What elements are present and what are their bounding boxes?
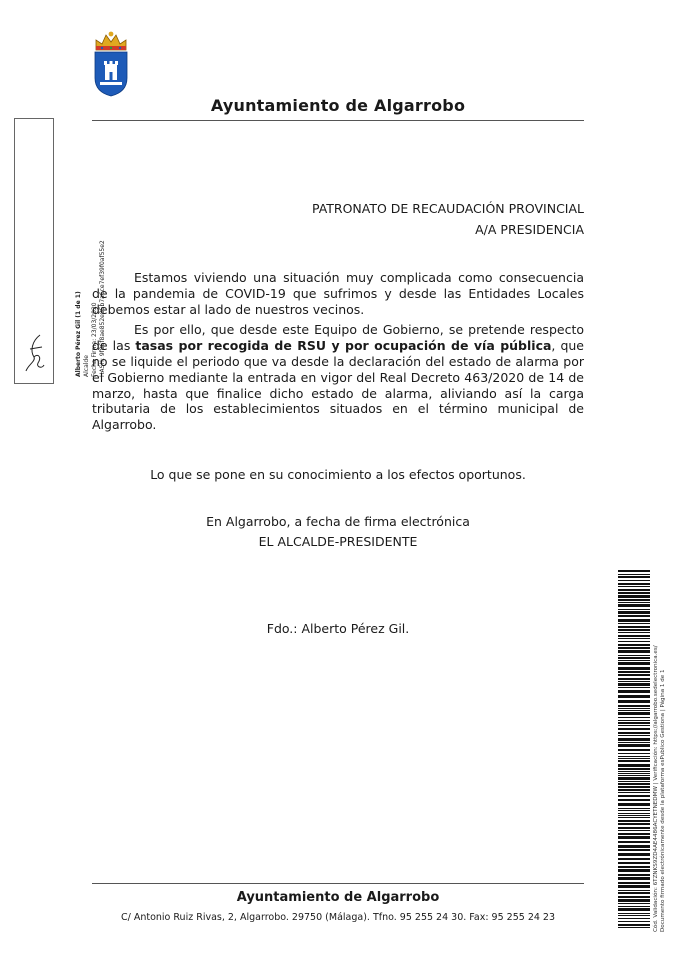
signature-line: Fdo.: Alberto Pérez Gil. (266, 621, 410, 636)
barcode-bar (618, 657, 650, 659)
barcode-bar (618, 853, 650, 856)
footer-org-name: Ayuntamiento de Algarrobo (236, 890, 440, 905)
barcode-bar (618, 927, 650, 928)
barcode-bar (618, 602, 650, 603)
barcode-bar (618, 655, 650, 656)
barcode-bar (618, 827, 650, 829)
barcode-bar (618, 644, 650, 646)
closing-line: Lo que se pone en su conocimiento a los efectos oportunos. (150, 467, 526, 482)
signer-title: EL ALCALDE-PRESIDENTE (258, 534, 418, 549)
barcode-bar (618, 604, 650, 607)
verification-line-1: Cód. Validación: 6TZNKS9ZD4AE4486ACYETNEDMW | Verificación: https://algarrobo.sedelectronica.es/ (653, 645, 659, 932)
barcode-bar (618, 845, 650, 848)
barcode-bar (618, 913, 650, 914)
body-paragraph-2-start: Es por ello, que desde este Equipo de Gobierno, se pretende respecto de las (92, 322, 584, 354)
barcode-bar (618, 773, 650, 774)
barcode-bar (618, 683, 650, 686)
barcode-bar (618, 728, 650, 730)
barcode-bar (618, 592, 650, 594)
barcode-bar (618, 877, 650, 880)
body-paragraph-2-emphasis: tasas por recogida de RSU y por ocupación de vía pública (135, 338, 552, 354)
barcode-bar (618, 899, 650, 902)
barcode-bar (618, 738, 650, 741)
barcode-bar (618, 795, 650, 797)
signature-date: Fecha Firma: 23/03/2020 (91, 302, 98, 377)
barcode-bar (618, 732, 650, 734)
barcode-bar (618, 635, 650, 637)
barcode-bar (618, 611, 650, 614)
barcode-bar (618, 599, 650, 601)
barcode-bar (618, 758, 650, 759)
barcode-bar (618, 817, 650, 818)
barcode-bar (618, 619, 650, 622)
barcode-bar (618, 671, 650, 673)
barcode-bar (618, 720, 650, 721)
barcode-bar (618, 744, 650, 747)
barcode-bar (618, 629, 650, 631)
barcode-bar (618, 890, 650, 891)
barcode-bar (618, 580, 650, 581)
barcode-bar (618, 924, 650, 926)
handwritten-signature-icon (20, 331, 50, 375)
barcode-bar (618, 768, 650, 770)
footer-address: C/ Antonio Ruiz Rivas, 2, Algarrobo. 29750 (Málaga). Tfno. 95 255 24 30. Fax: 95 255 24 23 (120, 912, 556, 923)
barcode-bar (618, 830, 650, 831)
barcode-bar (618, 786, 650, 788)
barcode-bar (618, 823, 650, 825)
barcode-bar (618, 638, 650, 639)
barcode-bar (618, 570, 650, 572)
barcode-bar (618, 742, 650, 743)
coat-of-arms-logo (92, 30, 130, 98)
barcode-bar (618, 586, 650, 587)
barcode-bar (618, 623, 650, 624)
barcode-bar (618, 725, 650, 726)
barcode-bar (618, 777, 650, 780)
barcode-bar (618, 918, 650, 919)
barcode-bar (618, 700, 650, 703)
barcode-bar (618, 660, 650, 661)
place-date: En Algarrobo, a fecha de firma electrónica (206, 514, 470, 529)
place-date-block (92, 512, 584, 552)
barcode-bar (618, 841, 650, 843)
barcode-bar (618, 820, 650, 822)
barcode-bar (618, 906, 650, 907)
barcode-bar (618, 681, 650, 682)
barcode-bar (618, 722, 650, 724)
recipient-block (300, 198, 584, 240)
barcode-bar (618, 783, 650, 785)
barcode-bar (618, 735, 650, 736)
letter-body (92, 270, 584, 438)
barcode-bar (618, 690, 650, 693)
barcode-bar (618, 789, 650, 791)
barcode-bar (618, 874, 650, 876)
barcode-bar (618, 858, 650, 860)
barcode-bar (618, 810, 650, 811)
barcode-bar (618, 576, 650, 578)
barcode-bar (618, 808, 650, 809)
recipient-line-2: A/A PRESIDENCIA (475, 222, 584, 237)
barcode-bar (618, 753, 650, 754)
body-paragraph-2 (92, 322, 584, 433)
barcode-bar (618, 710, 650, 711)
barcode-bar (618, 647, 650, 649)
barcode-bar (618, 615, 650, 617)
body-paragraph-2-end: , que no se liquide el periodo que va desde la declaración del estado de alarma por el Gobierno mediante la entrada en vigor del Real Decreto 463/2020 de 14 de marzo, hasta que finalice dicho estado de alarma, aliviando así la carga tributaria de los establecimientos situados en el término municipal de Algarrobo. (92, 338, 584, 433)
barcode-bar (618, 908, 650, 911)
header-divider (92, 120, 584, 121)
barcode-bar (618, 626, 650, 628)
barcode-bar (618, 632, 650, 633)
barcode-bar (618, 574, 650, 575)
barcode-bar (618, 775, 650, 776)
barcode-bar (618, 589, 650, 591)
barcode-bar (618, 869, 650, 872)
body-paragraph-1: Estamos viviendo una situación muy complicada como consecuencia de la pandemia de COVID-19 que sufrimos y desde las Entidades Locales debemos estar al lado de nuestros vecinos. (92, 270, 584, 317)
header-org-name: Ayuntamiento de Algarrobo (210, 96, 466, 115)
barcode-bar (618, 678, 650, 680)
barcode-bar (618, 836, 650, 839)
barcode-bar (618, 862, 650, 864)
barcode-bar (618, 695, 650, 698)
barcode-bar (618, 896, 650, 898)
barcode-bar (618, 705, 650, 707)
barcode-bar (618, 792, 650, 793)
signature-role: Alcalde (83, 355, 90, 377)
barcode-bar (618, 667, 650, 670)
barcode-bar (618, 892, 650, 894)
barcode-bar (618, 583, 650, 585)
verification-line-2: Documento firmado electrónicamente desde la plataforma esPublico Gestiona | Página 1 de 1 (660, 669, 666, 932)
barcode-bar (618, 650, 650, 653)
barcode-bar (618, 781, 650, 782)
barcode-bar (618, 921, 650, 922)
barcode-bar (618, 813, 650, 814)
barcode-bar (618, 882, 650, 884)
barcode-bar (618, 595, 650, 598)
barcode-bar (618, 803, 650, 806)
barcode-bar (618, 885, 650, 888)
recipient-line-1: PATRONATO DE RECAUDACIÓN PROVINCIAL (311, 201, 584, 216)
barcode-bar (618, 866, 650, 868)
signature-hash: HASH: 9f86f8ae852e85b7a6ce7ef39f0af55e2 (99, 240, 106, 377)
barcode-bar (618, 771, 650, 772)
barcode-bar (618, 712, 650, 715)
barcode-bar (618, 799, 650, 801)
barcode-bar (618, 849, 650, 851)
barcode-bar (618, 641, 650, 642)
signature-signer: Alberto Pérez Gil (1 de 1) (75, 291, 82, 377)
barcode-bar (618, 764, 650, 767)
barcode-bar (618, 662, 650, 665)
barcode-bar (618, 717, 650, 718)
barcode-bar (618, 708, 650, 709)
barcode-bar (618, 815, 650, 816)
barcode-bar (618, 609, 650, 610)
footer-divider (92, 883, 584, 884)
barcode-bar (618, 756, 650, 757)
barcode-bar (618, 674, 650, 676)
barcode-bar (618, 687, 650, 688)
signature-stamp-box (14, 118, 106, 384)
barcode-bar (618, 833, 650, 835)
barcode-bar (618, 915, 650, 916)
barcode-bar (618, 749, 650, 751)
barcode-bar (618, 760, 650, 762)
validation-barcode (618, 570, 650, 928)
barcode-bar (618, 903, 650, 904)
verification-text (653, 602, 667, 932)
